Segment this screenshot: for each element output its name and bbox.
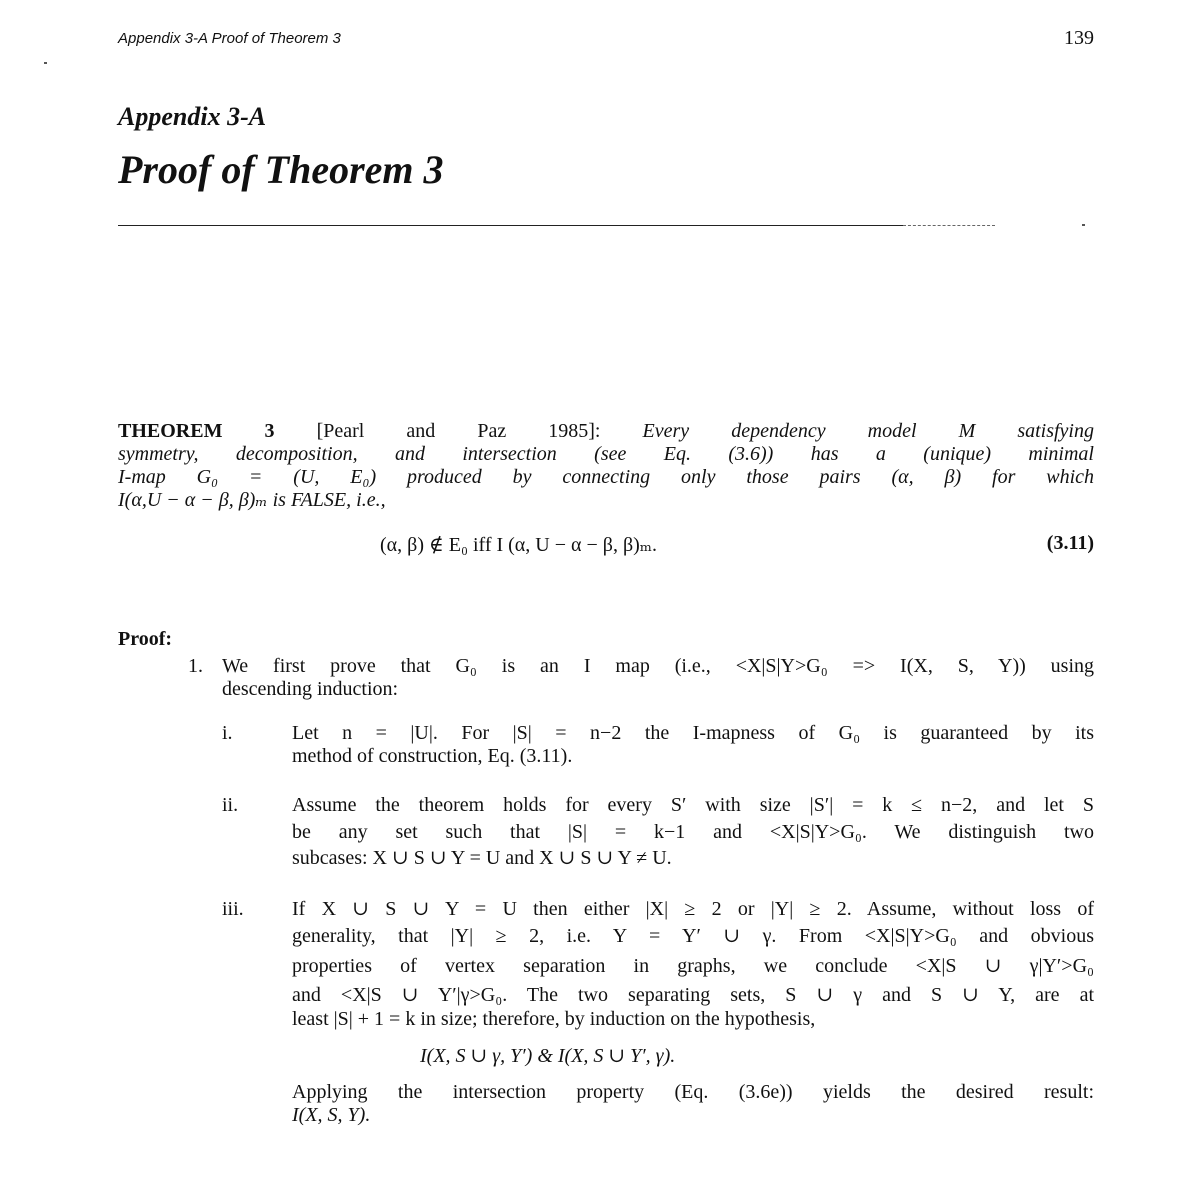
- theorem-line-3: I-map G₀ = (U, E₀) produced by connecting only those pairs (α, β) for which: [118, 466, 1094, 488]
- appendix-label: Appendix 3-A: [118, 102, 267, 131]
- theorem-line-2: symmetry, decomposition, and intersection (see Eq. (3.6)) has a (unique) minimal: [118, 443, 1094, 465]
- sub-i-label: i.: [222, 722, 233, 744]
- sub-iii-line-6: Applying the intersection property (Eq. (3.6e)) yields the desired result:: [292, 1081, 1094, 1103]
- sub-iii-line-2: generality, that |Y| ≥ 2, i.e. Y = Y′ ∪ γ. From <X|S|Y>G₀ and obvious: [292, 925, 1094, 947]
- page-title: Proof of Theorem 3: [118, 147, 444, 192]
- theorem-text-1: Every dependency model M satisfying: [642, 420, 1094, 442]
- theorem-line-4: I(α,U − α − β, β)ₘ is FALSE, i.e.,: [118, 489, 386, 511]
- sub-iii-line-1: If X ∪ S ∪ Y = U then either |X| ≥ 2 or |Y| ≥ 2. Assume, without loss of: [292, 898, 1094, 920]
- scan-speck: [1082, 224, 1085, 226]
- sub-i-line-2: method of construction, Eq. (3.11).: [292, 745, 573, 767]
- theorem-line-1: [118, 420, 1094, 443]
- scan-speck: [44, 62, 47, 64]
- item-1-line-1: We first prove that G₀ is an I map (i.e., <X|S|Y>G₀ => I(X, S, Y)) using: [222, 655, 1094, 677]
- sub-iii-equation: I(X, S ∪ γ, Y′) & I(X, S ∪ Y′, γ).: [420, 1045, 676, 1067]
- sub-ii-line-1: Assume the theorem holds for every S′ with size |S′| = k ≤ n−2, and let S: [292, 794, 1094, 816]
- theorem-lead: THEOREM 3: [118, 420, 275, 442]
- sub-iii-line-7: I(X, S, Y).: [292, 1104, 371, 1126]
- sub-iii-label: iii.: [222, 898, 244, 920]
- theorem-equation: (α, β) ∉ E₀ iff I (α, U − α − β, β)ₘ.: [380, 534, 658, 556]
- sub-ii-line-3: subcases: X ∪ S ∪ Y = U and X ∪ S ∪ Y ≠ U.: [292, 847, 672, 869]
- proof-heading: Proof:: [118, 628, 173, 650]
- title-rule: [118, 225, 903, 226]
- title-rule-fade: [903, 225, 995, 226]
- sub-i-line-1: Let n = |U|. For |S| = n−2 the I-mapness of G₀ is guaranteed by its: [292, 722, 1094, 744]
- sub-iii-line-5: least |S| + 1 = k in size; therefore, by induction on the hypothesis,: [292, 1008, 816, 1030]
- item-1-number: 1.: [188, 655, 203, 677]
- page-number: 139: [1064, 27, 1094, 49]
- running-header-title: Appendix 3-A Proof of Theorem 3: [118, 30, 341, 47]
- equation-number: (3.11): [1046, 532, 1094, 554]
- sub-iii-line-3: properties of vertex separation in graphs, we conclude <X|S ∪ γ|Y′>G₀: [292, 955, 1094, 977]
- sub-ii-line-2: be any set such that |S| = k−1 and <X|S|Y>G₀. We distinguish two: [292, 821, 1094, 843]
- theorem-citation: [Pearl and Paz 1985]:: [274, 420, 643, 442]
- item-1-line-2: descending induction:: [222, 678, 399, 700]
- sub-ii-label: ii.: [222, 794, 239, 816]
- sub-iii-line-4: and <X|S ∪ Y′|γ>G₀. The two separating sets, S ∪ γ and S ∪ Y, are at: [292, 984, 1094, 1006]
